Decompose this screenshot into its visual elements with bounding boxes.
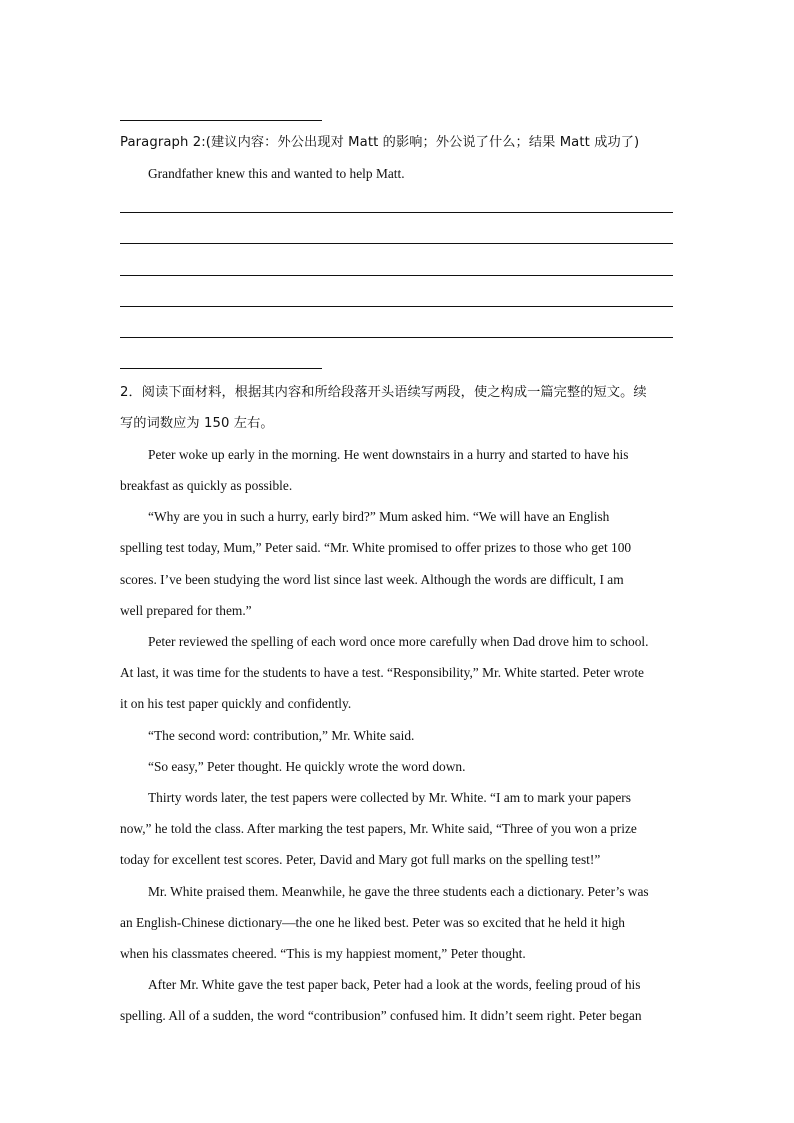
story-line: an English-Chinese dictionary—the one he liked best. Peter was so excited that he held it high	[120, 915, 625, 930]
answer-line-top	[120, 120, 322, 121]
story-line: spelling test today, Mum,” Peter said. “Mr. White promised to offer prizes to those who get 100	[120, 540, 632, 555]
story-line: scores. I’ve been studying the word list since last week. Although the words are difficult, I am	[120, 572, 624, 587]
paragraph2-heading: Paragraph 2:(建议内容：外公出现对 Matt 的影响；外公说了什么；结果 Matt 成功了)	[120, 135, 640, 150]
story-line: today for excellent test scores. Peter, David and Mary got full marks on the spelling test!”	[120, 852, 601, 867]
story-line: spelling. All of a sudden, the word “contribusion” confused him. It didn’t seem right. Peter began	[120, 1008, 642, 1023]
story-line: breakfast as quickly as possible.	[120, 478, 293, 493]
story-line: well prepared for them.”	[120, 603, 252, 618]
writing-line	[120, 212, 673, 213]
story-line: Peter reviewed the spelling of each word once more carefully when Dad drove him to school.	[148, 634, 649, 649]
story-line: Thirty words later, the test papers were collected by Mr. White. “I am to mark your papers	[148, 790, 631, 805]
writing-line	[120, 306, 673, 307]
story-line: “So easy,” Peter thought. He quickly wrote the word down.	[148, 759, 466, 774]
story-line: At last, it was time for the students to have a test. “Responsibility,” Mr. White started. Peter wrote	[120, 665, 644, 680]
writing-line	[120, 275, 673, 276]
story-line: when his classmates cheered. “This is my happiest moment,” Peter thought.	[120, 946, 526, 961]
writing-line-short	[120, 368, 322, 369]
story-line: “The second word: contribution,” Mr. White said.	[148, 728, 415, 743]
story-line: Mr. White praised them. Meanwhile, he gave the three students each a dictionary. Peter’s was	[148, 884, 649, 899]
writing-line	[120, 337, 673, 338]
story-line: Peter woke up early in the morning. He went downstairs in a hurry and started to have his	[148, 447, 629, 462]
story-line: now,” he told the class. After marking the test papers, Mr. White said, “Three of you won a prize	[120, 821, 637, 836]
story-line: it on his test paper quickly and confidently.	[120, 696, 352, 711]
task2-instruction-line2: 写的词数应为 150 左右。	[120, 416, 274, 431]
writing-line	[120, 243, 673, 244]
story-line: “Why are you in such a hurry, early bird?” Mum asked him. “We will have an English	[148, 509, 610, 524]
task2-instruction-line1: 2．阅读下面材料，根据其内容和所给段落开头语续写两段，使之构成一篇完整的短文。续	[120, 385, 647, 400]
paragraph2-opening: Grandfather knew this and wanted to help Matt.	[148, 166, 405, 181]
story-line: After Mr. White gave the test paper back, Peter had a look at the words, feeling proud of his	[148, 977, 641, 992]
